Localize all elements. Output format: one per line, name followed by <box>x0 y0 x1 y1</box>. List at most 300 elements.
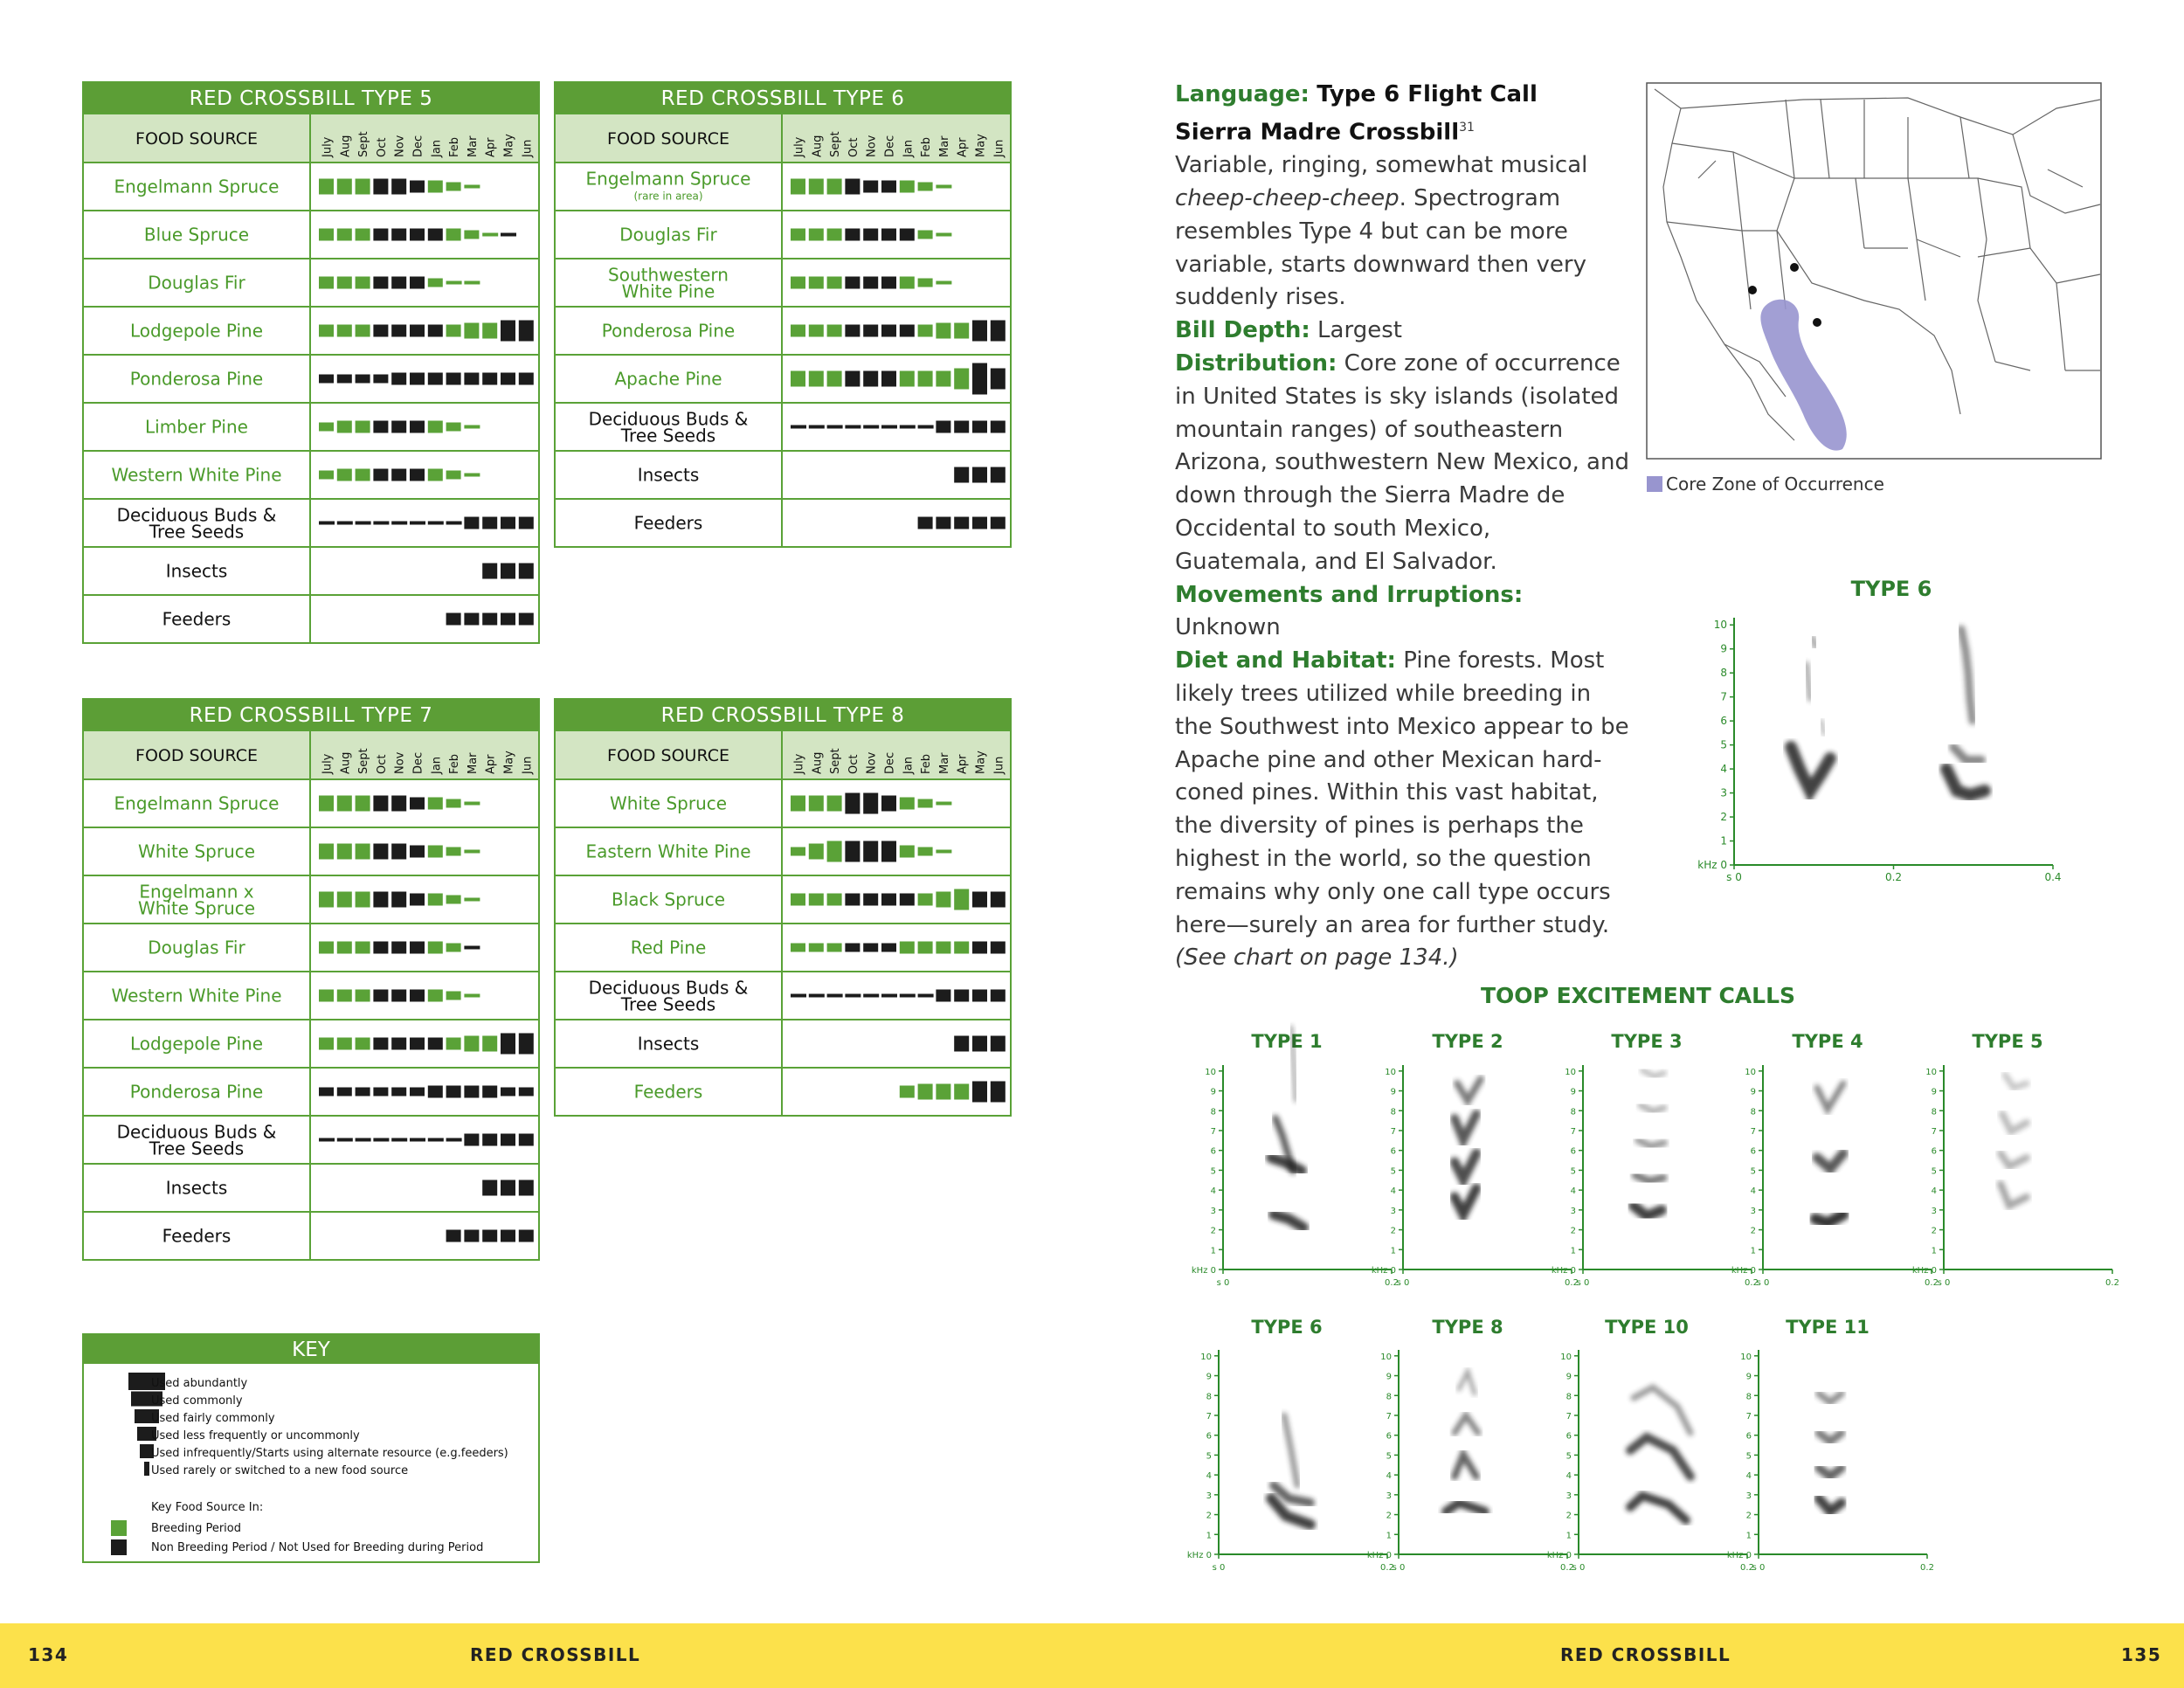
call-trace <box>2005 1075 2027 1088</box>
y-tick-label: 1 <box>1386 1531 1392 1541</box>
food-source-name: Feeders <box>633 512 703 534</box>
bill-value: Largest <box>1310 317 1402 344</box>
y-tick-label: 8 <box>1750 1107 1756 1117</box>
x-tick-label: s 0 <box>1937 1278 1951 1288</box>
month-label: Jun <box>521 756 535 774</box>
y-tick-label: 3 <box>1570 1206 1576 1216</box>
call-trace <box>1457 1079 1481 1101</box>
food-source-name: Southwestern <box>608 264 729 286</box>
table-title: RED CROSSBILL TYPE 6 <box>660 87 905 110</box>
bill-label: Bill Depth: <box>1175 317 1310 344</box>
month-label: Feb <box>920 753 934 774</box>
food-source-name: Insects <box>637 1033 700 1055</box>
y-tick-label: 5 <box>1931 1166 1937 1177</box>
y-tick-label: 2 <box>1750 1226 1756 1236</box>
spectrogram-small <box>1727 1317 1934 1573</box>
y-tick-label: 10 <box>1205 1067 1216 1077</box>
x-tick-label: 0.4 <box>2044 871 2062 883</box>
y-tick-label: 5 <box>1210 1166 1216 1177</box>
month-label: Sept <box>829 748 843 774</box>
month-label: May <box>974 134 988 157</box>
x-tick-label: 0.2 <box>1385 1278 1399 1288</box>
month-label: Jun <box>992 139 1006 157</box>
x-tick-label: s 0 <box>1752 1563 1766 1573</box>
y-tick-label: 3 <box>1750 1206 1756 1216</box>
y-tick-label: 9 <box>1720 642 1727 655</box>
desc-a: Variable, ringing, somewhat musical <box>1175 152 1588 179</box>
month-label: Aug <box>339 135 353 157</box>
x-tick-label: s 0 <box>1392 1563 1406 1573</box>
food-source-name: White Spruce <box>609 792 728 814</box>
y-tick-label: 9 <box>1570 1087 1576 1097</box>
food-source-name: Tree Seeds <box>149 521 245 543</box>
food-source-name: Red Pine <box>630 937 707 958</box>
month-label: Sept <box>829 131 843 157</box>
x-tick-label: 0.2 <box>1925 1278 1939 1288</box>
desc-b: . Spectrogram resembles Type 4 but can be more variable, starts downward then very suddenly rises. <box>1175 185 1587 311</box>
food-source-name: Douglas Fir <box>148 937 245 958</box>
y-tick-label: 6 <box>1720 715 1727 728</box>
food-source-label: FOOD SOURCE <box>607 746 729 765</box>
y-tick-label: 9 <box>1206 1372 1212 1382</box>
species-name: Sierra Madre Crossbill <box>1175 119 1460 146</box>
spectrogram-title: TYPE 5 <box>1972 1031 2043 1052</box>
food-source-name: Tree Seeds <box>620 993 716 1015</box>
food-source-name: Ponderosa Pine <box>129 1081 264 1103</box>
call-trace <box>1455 1114 1476 1140</box>
call-trace <box>1635 1175 1663 1181</box>
call-trace <box>2001 1184 2027 1206</box>
y-tick-label: 9 <box>1386 1372 1392 1382</box>
y-tick-label: 4 <box>1386 1471 1392 1482</box>
y-tick-label: 4 <box>1570 1186 1576 1197</box>
breeding-label: Breeding Period <box>151 1522 241 1535</box>
month-label: Oct <box>375 137 389 157</box>
non-breeding-label: Non Breeding Period / Not Used for Breeding during Period <box>151 1541 484 1554</box>
food-source-name: Engelmann Spruce <box>114 792 280 814</box>
x-tick-label: 0.2 <box>1565 1278 1579 1288</box>
x-tick-label: 0.2 <box>1380 1563 1394 1573</box>
month-label: Mar <box>937 135 951 157</box>
food-source-name: Western White Pine <box>111 985 282 1007</box>
y-tick-label: 10 <box>1565 1067 1576 1077</box>
key-title: KEY <box>292 1339 330 1361</box>
y-tick-label: 1 <box>1750 1246 1756 1256</box>
x-tick-label: 0.2 <box>1745 1278 1759 1288</box>
call-trace <box>1953 747 1981 760</box>
y-tick-label: 2 <box>1570 1226 1576 1236</box>
month-label: Feb <box>920 136 934 157</box>
y-tick-label: 6 <box>1750 1146 1756 1157</box>
y-tick-label: 3 <box>1390 1206 1396 1216</box>
spectrogram-title: TYPE 2 <box>1432 1031 1503 1052</box>
y-tick-label: kHz 0 <box>1726 1551 1752 1560</box>
month-label: Nov <box>865 135 879 157</box>
month-label: Apr <box>484 137 498 157</box>
food-source-name: Ponderosa Pine <box>129 368 264 390</box>
y-tick-label: 2 <box>1720 811 1727 824</box>
y-tick-label: 7 <box>1390 1126 1396 1137</box>
food-source-name: Apache Pine <box>614 368 722 390</box>
key-item-label: Used abundantly <box>151 1377 248 1390</box>
call-trace <box>1274 1214 1303 1228</box>
y-tick-label: 10 <box>1740 1352 1752 1362</box>
food-source-name: Deciduous Buds & <box>588 408 749 430</box>
call-trace <box>1817 1083 1843 1110</box>
y-tick-label: 6 <box>1565 1431 1572 1442</box>
y-tick-label: kHz 0 <box>1731 1266 1756 1276</box>
y-tick-label: 3 <box>1931 1206 1937 1216</box>
y-tick-label: 7 <box>1720 690 1727 703</box>
food-source-label: FOOD SOURCE <box>135 746 258 765</box>
spectrogram-small <box>1912 1031 2119 1288</box>
food-source-name: Western White Pine <box>111 464 282 486</box>
month-label: Dec <box>411 751 425 774</box>
language-label: Language: <box>1175 81 1310 107</box>
y-tick-label: 3 <box>1210 1206 1216 1216</box>
x-tick-label: s 0 <box>1396 1278 1410 1288</box>
y-tick-label: 6 <box>1390 1146 1396 1157</box>
food-source-name: Eastern White Pine <box>585 841 751 862</box>
call-trace <box>1815 1214 1843 1223</box>
y-tick-label: 3 <box>1565 1491 1572 1501</box>
month-label: May <box>502 134 516 157</box>
month-label: Jan <box>902 139 916 157</box>
call-trace <box>1819 1498 1842 1512</box>
distribution-label: Distribution: <box>1175 350 1337 377</box>
y-tick-label: 1 <box>1390 1246 1396 1256</box>
y-tick-label: 5 <box>1745 1451 1752 1462</box>
y-tick-label: 4 <box>1745 1471 1752 1482</box>
y-tick-label: 3 <box>1745 1491 1752 1501</box>
y-tick-label: 2 <box>1931 1226 1937 1236</box>
x-tick-label: s 0 <box>1216 1278 1230 1288</box>
call-trace <box>1961 629 1973 721</box>
key-source-title: Key Food Source In: <box>151 1501 264 1514</box>
call-trace <box>1455 1455 1476 1477</box>
x-tick-label: s 0 <box>1576 1278 1590 1288</box>
y-tick-label: 7 <box>1750 1126 1756 1137</box>
key-item-label: Used rarely or switched to a new food source <box>151 1464 409 1477</box>
month-label: Jan <box>430 756 444 774</box>
month-label: July <box>792 753 806 774</box>
food-source-name: Tree Seeds <box>149 1138 245 1159</box>
food-source-name: Lodgepole Pine <box>129 320 264 342</box>
food-source-name: Lodgepole Pine <box>129 1033 264 1055</box>
x-tick-label: 0.2 <box>1884 871 1903 883</box>
call-trace <box>1819 1433 1842 1442</box>
month-label: July <box>321 753 335 774</box>
spectrogram-small <box>1187 1317 1394 1573</box>
spectrogram-title: TYPE 6 <box>1850 577 1932 601</box>
month-label: Apr <box>956 754 970 774</box>
food-source-name: Ponderosa Pine <box>601 320 736 342</box>
spectrogram-title: TYPE 10 <box>1605 1317 1689 1338</box>
page-number-left: 134 <box>28 1644 69 1665</box>
month-label: Dec <box>411 135 425 157</box>
month-label: Aug <box>811 751 825 774</box>
month-label: Jun <box>992 756 1006 774</box>
legend-label: Core Zone of Occurrence <box>1666 474 1884 495</box>
y-tick-label: 4 <box>1720 763 1727 776</box>
food-source-name: Tree Seeds <box>620 425 716 446</box>
month-label: Apr <box>956 137 970 157</box>
y-tick-label: 2 <box>1206 1511 1212 1521</box>
month-label: Mar <box>466 135 480 157</box>
spectrogram-small <box>1372 1031 1579 1288</box>
y-tick-label: 5 <box>1720 738 1727 751</box>
food-source-name: Douglas Fir <box>148 272 245 294</box>
spectrogram-title: TYPE 6 <box>1251 1317 1323 1338</box>
food-source-name: Engelmann Spruce <box>114 176 280 197</box>
y-tick-label: 5 <box>1206 1451 1212 1462</box>
y-tick-label: 10 <box>1745 1067 1756 1077</box>
y-tick-label: 7 <box>1931 1126 1937 1137</box>
food-source-name: Deciduous Buds & <box>116 504 277 526</box>
y-tick-label: 5 <box>1570 1166 1576 1177</box>
month-label: Mar <box>466 752 480 774</box>
spectrogram-small <box>1552 1031 1759 1288</box>
spectrogram-title: TYPE 8 <box>1432 1317 1503 1338</box>
y-tick-label: 3 <box>1720 786 1727 799</box>
food-source-name: Douglas Fir <box>619 224 717 246</box>
y-tick-label: kHz 0 <box>1551 1266 1576 1276</box>
y-tick-label: 9 <box>1565 1372 1572 1382</box>
month-label: Oct <box>847 754 860 774</box>
y-tick-label: 6 <box>1210 1146 1216 1157</box>
y-tick-label: 5 <box>1565 1451 1572 1462</box>
y-tick-label: 6 <box>1745 1431 1752 1442</box>
y-tick-label: 9 <box>1745 1372 1752 1382</box>
y-tick-label: kHz 0 <box>1371 1266 1396 1276</box>
y-tick-label: 10 <box>1560 1352 1572 1362</box>
y-tick-label: 4 <box>1565 1471 1572 1482</box>
call-trace <box>1446 1503 1485 1512</box>
food-source-name: Engelmann Spruce <box>585 168 751 190</box>
y-tick-label: 2 <box>1386 1511 1392 1521</box>
month-label: Sept <box>357 131 371 157</box>
y-tick-label: 4 <box>1210 1186 1216 1197</box>
y-tick-label: 4 <box>1390 1186 1396 1197</box>
food-source-name: Black Spruce <box>611 889 726 910</box>
y-tick-label: 4 <box>1750 1186 1756 1197</box>
spectrogram-small <box>1192 1027 1399 1288</box>
y-tick-label: 1 <box>1931 1246 1937 1256</box>
diet-label: Diet and Habitat: <box>1175 647 1396 675</box>
y-tick-label: 9 <box>1390 1087 1396 1097</box>
food-source-name: Feeders <box>633 1081 703 1103</box>
month-label: Jan <box>902 756 916 774</box>
call-trace <box>2001 1153 2027 1166</box>
desc-italic: cheep-cheep-cheep <box>1175 185 1400 212</box>
food-source-label: FOOD SOURCE <box>135 129 258 149</box>
running-title-left: RED CROSSBILL <box>470 1644 641 1665</box>
diet-value: Pine forests. Most likely trees utilized while breeding in the Southwest into Mexico appear to be Apache pine and other Mexican hard-coned pines. Within this vast habitat, the diversity of pines is perhaps the highest in the world, so the question remains why only one call type occurs here—surely an area for further study. <box>1175 647 1629 938</box>
food-source-name: White Pine <box>621 280 715 302</box>
spectrogram-small <box>1731 1031 1939 1288</box>
y-tick-label: 9 <box>1210 1087 1216 1097</box>
y-tick-label: 1 <box>1570 1246 1576 1256</box>
call-trace <box>1817 1153 1843 1169</box>
y-tick-label: 8 <box>1931 1107 1937 1117</box>
page-footer <box>0 1623 2184 1688</box>
y-tick-label: kHz 0 <box>1697 859 1727 871</box>
food-source-name: Insects <box>165 1177 228 1199</box>
month-label: Apr <box>484 754 498 774</box>
y-tick-label: 1 <box>1745 1531 1752 1541</box>
month-label: Dec <box>883 135 897 157</box>
call-trace <box>1638 1140 1664 1146</box>
x-tick-label: s 0 <box>1726 871 1742 883</box>
y-tick-label: 8 <box>1386 1392 1392 1402</box>
y-tick-label: 5 <box>1386 1451 1392 1462</box>
toop-title: TOOP EXCITEMENT CALLS <box>1480 983 1796 1008</box>
food-source-name: White Spruce <box>137 897 256 919</box>
see-chart-note: (See chart on page 134.) <box>1175 944 1459 972</box>
y-tick-label: 10 <box>1380 1352 1392 1362</box>
call-trace <box>1634 1387 1690 1433</box>
table-title: RED CROSSBILL TYPE 7 <box>189 704 433 727</box>
key-item-label: Used commonly <box>151 1394 243 1408</box>
y-tick-label: 9 <box>1931 1087 1937 1097</box>
page-number-right: 135 <box>2121 1644 2162 1665</box>
spectrogram-title: TYPE 11 <box>1786 1317 1870 1338</box>
table-title: RED CROSSBILL TYPE 5 <box>189 87 433 110</box>
footnote-ref: 31 <box>1459 120 1475 135</box>
y-tick-label: 8 <box>1390 1107 1396 1117</box>
call-trace <box>1630 1496 1686 1520</box>
month-label: Nov <box>393 135 407 157</box>
month-label: May <box>974 751 988 774</box>
call-trace <box>1459 1372 1475 1394</box>
movements-value: Unknown <box>1175 614 1281 641</box>
call-trace <box>1807 664 1810 699</box>
food-source-note: (rare in area) <box>633 190 703 203</box>
call-trace <box>1641 1105 1664 1111</box>
y-tick-label: 7 <box>1206 1411 1212 1422</box>
month-label: July <box>321 136 335 157</box>
y-tick-label: 1 <box>1210 1246 1216 1256</box>
spectrogram-type6-main <box>1697 577 2061 883</box>
food-source-name: Deciduous Buds & <box>116 1121 277 1143</box>
food-source-name: Blue Spruce <box>143 224 250 246</box>
y-tick-label: 8 <box>1745 1392 1752 1402</box>
call-trace <box>1791 747 1830 791</box>
key-item-label: Used less frequently or uncommonly <box>151 1429 360 1442</box>
y-tick-label: kHz 0 <box>1911 1266 1937 1276</box>
call-trace <box>1813 638 1815 647</box>
month-label: Nov <box>393 751 407 774</box>
y-tick-label: kHz 0 <box>1366 1551 1392 1560</box>
distribution-value: Core zone of occurrence in United States is sky islands (isolated mountain ranges) of southeastern Arizona, southwestern New Mexico, and down through the Sierra Madre de Occidental to south Mexico, Guatemala, and El Salvador. <box>1175 350 1629 575</box>
food-source-name: Insects <box>165 560 228 582</box>
y-tick-label: 3 <box>1386 1491 1392 1501</box>
y-tick-label: 7 <box>1210 1126 1216 1137</box>
call-trace <box>1819 1468 1842 1477</box>
y-tick-label: 2 <box>1565 1511 1572 1521</box>
key-item-label: Used fairly commonly <box>151 1412 275 1425</box>
call-trace <box>1271 1158 1302 1171</box>
table-title: RED CROSSBILL TYPE 8 <box>660 704 905 727</box>
food-source-name: Feeders <box>162 608 232 630</box>
call-trace <box>1821 721 1824 734</box>
month-label: Feb <box>448 753 462 774</box>
food-source-name: Insects <box>637 464 700 486</box>
key-item-label: Used infrequently/Starts using alternate resource (e.g.feeders) <box>151 1447 508 1460</box>
y-tick-label: 5 <box>1750 1166 1756 1177</box>
x-tick-label: s 0 <box>1756 1278 1770 1288</box>
y-tick-label: 10 <box>1925 1067 1937 1077</box>
spectrogram-title: TYPE 3 <box>1611 1031 1683 1052</box>
food-source-name: Limber Pine <box>145 416 248 438</box>
month-label: Dec <box>883 751 897 774</box>
y-tick-label: 2 <box>1745 1511 1752 1521</box>
spectrogram-small <box>1367 1317 1574 1573</box>
x-tick-label: 0.2 <box>1920 1563 1934 1573</box>
call-trace <box>1284 1415 1297 1485</box>
x-tick-label: 0.2 <box>1560 1563 1574 1573</box>
y-tick-label: 5 <box>1390 1166 1396 1177</box>
x-tick-label: 0.2 <box>1740 1563 1754 1573</box>
y-tick-label: 1 <box>1206 1531 1212 1541</box>
y-tick-label: 4 <box>1931 1186 1937 1197</box>
food-source-name: Feeders <box>162 1225 232 1247</box>
y-tick-label: 2 <box>1390 1226 1396 1236</box>
y-tick-label: 7 <box>1386 1411 1392 1422</box>
month-label: Oct <box>375 754 389 774</box>
call-trace <box>1634 1206 1662 1216</box>
food-source-label: FOOD SOURCE <box>607 129 729 149</box>
month-label: July <box>792 136 806 157</box>
y-tick-label: 10 <box>1713 619 1727 632</box>
y-tick-label: 9 <box>1750 1087 1756 1097</box>
food-source-name: Engelmann x <box>139 881 254 903</box>
y-tick-label: 1 <box>1720 834 1727 847</box>
y-tick-label: 10 <box>1200 1352 1212 1362</box>
y-tick-label: 8 <box>1720 667 1727 680</box>
language-value: Type 6 Flight Call <box>1317 81 1538 107</box>
y-tick-label: 6 <box>1386 1431 1392 1442</box>
month-label: Oct <box>847 137 860 157</box>
running-title-right: RED CROSSBILL <box>1560 1644 1731 1665</box>
call-trace <box>1642 1070 1664 1076</box>
month-label: Mar <box>937 752 951 774</box>
y-tick-label: 8 <box>1565 1392 1572 1402</box>
y-tick-label: 7 <box>1570 1126 1576 1137</box>
y-tick-label: kHz 0 <box>1186 1551 1212 1560</box>
y-tick-label: 10 <box>1385 1067 1396 1077</box>
call-trace <box>1819 1394 1842 1402</box>
movements-label: Movements and Irruptions: <box>1175 581 1524 608</box>
call-trace <box>2002 1114 2027 1131</box>
y-tick-label: 8 <box>1206 1392 1212 1402</box>
x-tick-label: s 0 <box>1212 1563 1226 1573</box>
y-tick-label: kHz 0 <box>1546 1551 1572 1560</box>
y-tick-label: 2 <box>1210 1226 1216 1236</box>
month-label: Jan <box>430 139 444 157</box>
month-label: Aug <box>811 135 825 157</box>
y-tick-label: kHz 0 <box>1191 1266 1216 1276</box>
y-tick-label: 6 <box>1206 1431 1212 1442</box>
spectrogram-title: TYPE 1 <box>1251 1031 1323 1052</box>
food-source-name: White Spruce <box>137 841 256 862</box>
y-tick-label: 6 <box>1570 1146 1576 1157</box>
y-tick-label: 8 <box>1210 1107 1216 1117</box>
month-label: Aug <box>339 751 353 774</box>
call-trace <box>1630 1437 1690 1477</box>
call-trace <box>1455 1153 1476 1180</box>
month-label: Nov <box>865 751 879 774</box>
